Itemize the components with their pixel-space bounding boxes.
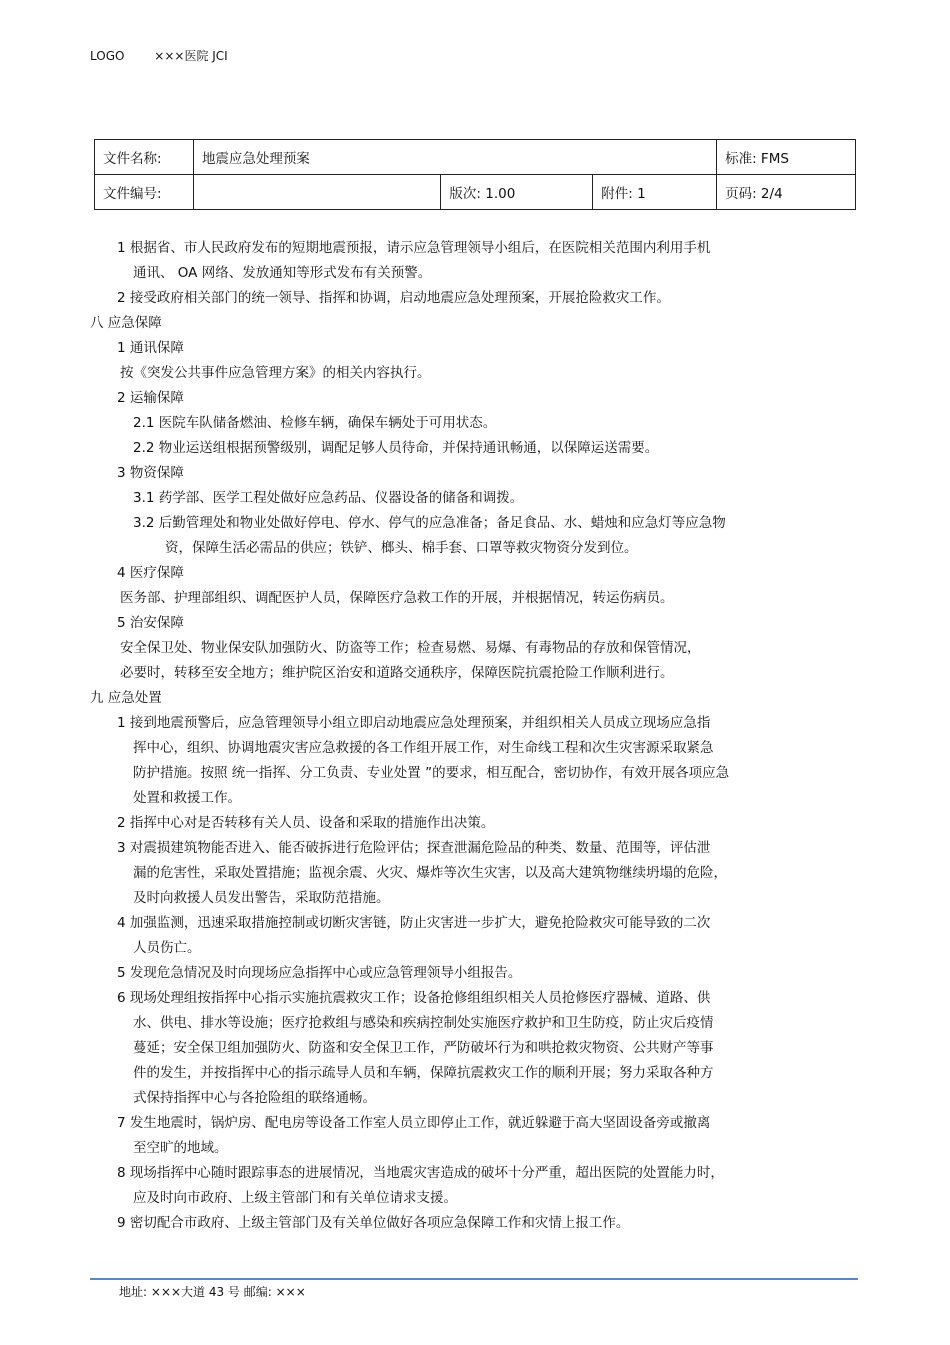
body-line: 通讯、 OA 网络、发放通知等形式发布有关预警。 — [133, 265, 432, 281]
file-no-value — [193, 175, 440, 210]
body-line: 处置和救援工作。 — [133, 790, 241, 806]
version-cell: 版次: 1.00 — [441, 175, 593, 210]
footer-address: 地址: ×××大道 43 号 邮编: ××× — [119, 1285, 306, 1299]
body-line: 安全保卫处、物业保安队加强防火、防盗等工作；检查易燃、易爆、有毒物品的存放和保管情况， — [120, 640, 701, 656]
hospital-name: ×××医院 JCI — [154, 49, 228, 63]
document-meta-table — [94, 139, 856, 210]
body-line: 必要时，转移至安全地方；维护院区治安和道路交通秩序，保障医院抗震抢险工作顺利进行。 — [120, 665, 674, 681]
body-line: 6 现场处理组按指挥中心指示实施抗震救灾工作；设备抢修组组织相关人员抢修医疗器械、道路、供 — [117, 990, 711, 1006]
file-name-value: 地震应急处理预案 — [193, 140, 716, 175]
body-line: 漏的危害性，采取处置措施；监视余震、火灾、爆炸等次生灾害，以及高大建筑物继续坍塌的危险， — [133, 865, 727, 881]
standard-cell: 标准: FMS — [717, 140, 856, 175]
body-line: 1 接到地震预警后，应急管理领导小组立即启动地震应急处理预案，并组织相关人员成立现场应急指 — [117, 715, 711, 731]
body-line: 资，保障生活必需品的供应；铁铲、榔头、棉手套、口罩等救灾物资分发到位。 — [165, 540, 638, 556]
section-heading: 八 应急保障 — [90, 315, 162, 331]
section-heading: 九 应急处置 — [90, 690, 162, 706]
page-number-cell: 页码: 2/4 — [717, 175, 856, 210]
body-line: 及时向救援人员发出警告，采取防范措施。 — [133, 890, 390, 906]
body-line: 1 根据省、市人民政府发布的短期地震预报，请示应急管理领导小组后，在医院相关范围内利用手机 — [117, 240, 711, 256]
body-line: 防护措施。按照 统一指挥、分工负责、专业处置 ”的要求，相互配合，密切协作，有效开展各项应急 — [133, 765, 730, 781]
subsection-heading: 2 运输保障 — [117, 390, 184, 406]
page-header — [90, 47, 254, 64]
body-line: 至空旷的地域。 — [133, 1140, 228, 1156]
body-line: 人员伤亡。 — [133, 940, 201, 956]
body-line: 8 现场指挥中心随时跟踪事态的进展情况，当地震灾害造成的破坏十分严重，超出医院的处置能力时， — [117, 1165, 724, 1181]
body-line: 挥中心，组织、协调地震灾害应急救援的各工作组开展工作，对生命线工程和次生灾害源采取紧急 — [133, 740, 714, 756]
body-line: 蔓延；安全保卫组加强防火、防盗和安全保卫工作，严防破坏行为和哄抢救灾物资、公共财产等事 — [133, 1040, 714, 1056]
body-line: 医务部、护理部组织、调配医护人员，保障医疗急救工作的开展，并根据情况，转运伤病员。 — [120, 590, 674, 606]
footer-divider — [90, 1278, 858, 1280]
body-line: 5 发现危急情况及时向现场应急指挥中心或应急管理领导小组报告。 — [117, 965, 522, 981]
logo-text: LOGO — [90, 49, 125, 63]
subsection-heading: 3 物资保障 — [117, 465, 184, 481]
file-name-label: 文件名称: — [95, 140, 194, 175]
body-line: 9 密切配合市政府、上级主管部门及有关单位做好各项应急保障工作和灾情上报工作。 — [117, 1215, 630, 1231]
document-body — [90, 236, 850, 1236]
subsection-heading: 5 治安保障 — [117, 615, 184, 631]
file-no-label: 文件编号: — [95, 175, 194, 210]
body-line: 按《突发公共事件应急管理方案》的相关内容执行。 — [120, 365, 431, 381]
body-line: 7 发生地震时，锅炉房、配电房等设备工作室人员立即停止工作，就近躲避于高大坚固设备旁或撤离 — [117, 1115, 711, 1131]
body-line: 应及时向市政府、上级主管部门和有关单位请求支援。 — [133, 1190, 457, 1206]
body-line: 3.2 后勤管理处和物业处做好停电、停水、停气的应急准备；备足食品、水、蜡烛和应急灯等应急物 — [133, 515, 726, 531]
subsection-heading: 1 通讯保障 — [117, 340, 184, 356]
body-line: 2 接受政府相关部门的统一领导、指挥和协调，启动地震应急处理预案，开展抢险救灾工作。 — [117, 290, 670, 306]
body-line: 水、供电、排水等设施；医疗抢救组与感染和疾病控制处实施医疗救护和卫生防疫，防止灾后疫情 — [133, 1015, 714, 1031]
body-line: 件的发生，并按指挥中心的指示疏导人员和车辆，保障抗震救灾工作的顺利开展；努力采取各种方 — [133, 1065, 714, 1081]
attachment-cell: 附件: 1 — [593, 175, 717, 210]
body-line: 4 加强监测，迅速采取措施控制或切断灾害链，防止灾害进一步扩大，避免抢险救灾可能导致的二次 — [117, 915, 711, 931]
body-line: 2.1 医院车队储备燃油、检修车辆，确保车辆处于可用状态。 — [133, 415, 497, 431]
body-line: 2.2 物业运送组根据预警级别，调配足够人员待命，并保持通讯畅通，以保障运送需要。 — [133, 440, 659, 456]
body-line: 3 对震损建筑物能否进入、能否破拆进行危险评估；探查泄漏危险品的种类、数量、范围等，评估泄 — [117, 840, 711, 856]
body-line: 式保持指挥中心与各抢险组的联络通畅。 — [133, 1090, 376, 1106]
body-line: 2 指挥中心对是否转移有关人员、设备和采取的措施作出决策。 — [117, 815, 495, 831]
body-line: 3.1 药学部、医学工程处做好应急药品、仪器设备的储备和调拨。 — [133, 490, 524, 506]
subsection-heading: 4 医疗保障 — [117, 565, 184, 581]
